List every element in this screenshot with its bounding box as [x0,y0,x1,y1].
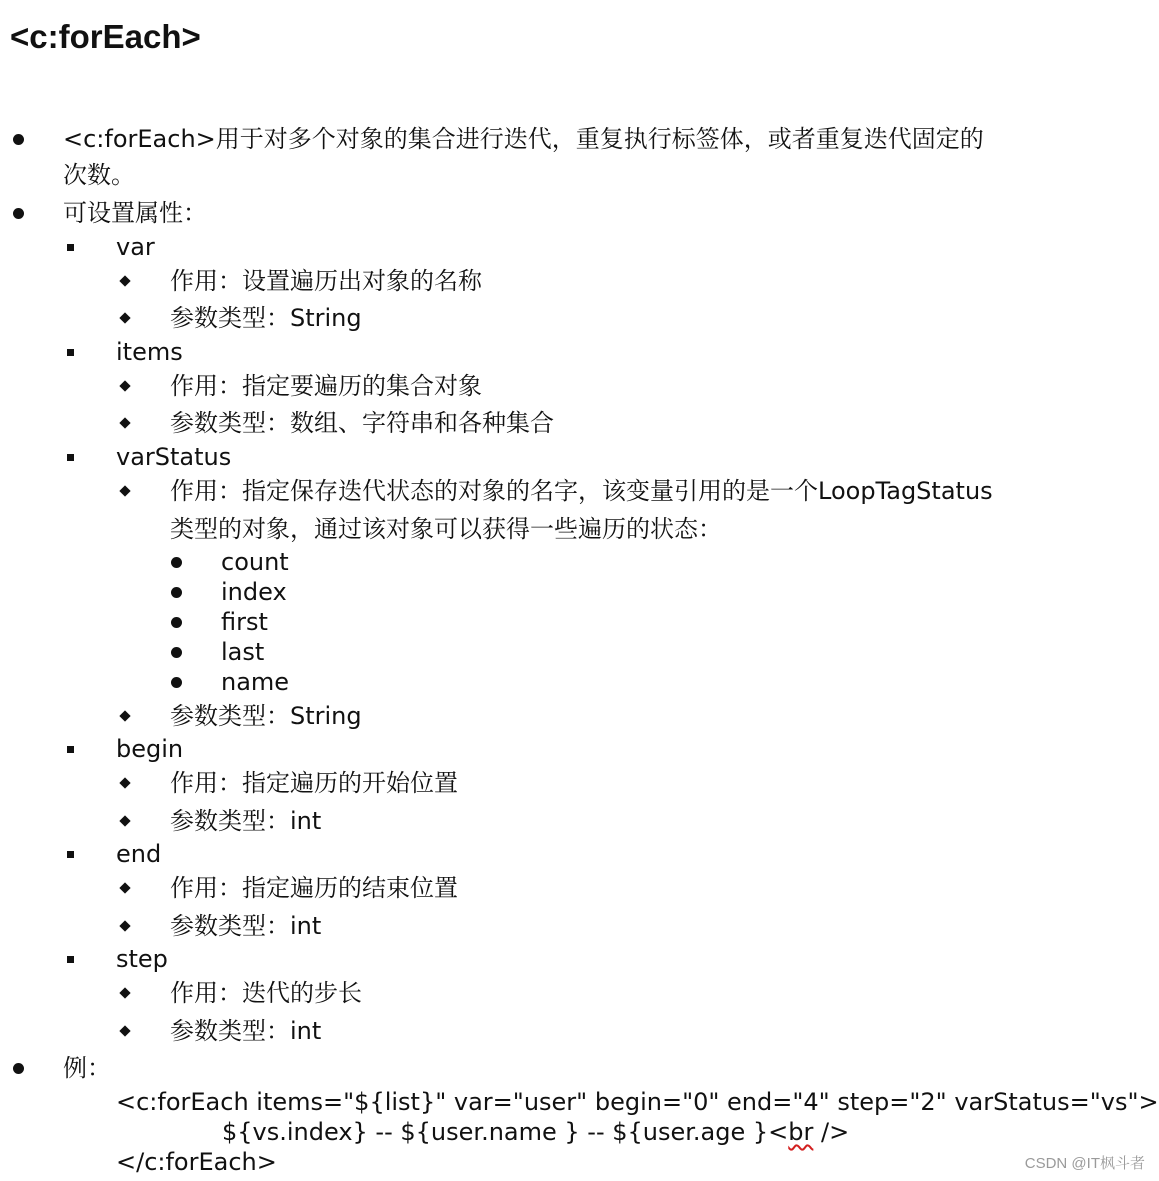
bullet-square [67,349,74,356]
status-prop: name [221,668,290,696]
bullet-diamond [119,1025,130,1036]
attr-step-type: 参数类型：int [170,1017,322,1045]
status-prop: index [221,578,287,606]
bullet-diamond [119,920,130,931]
attr-items-purpose: 作用：指定要遍历的集合对象 [170,372,482,400]
attr-items-name: items [116,338,183,366]
bullet-dot [13,1063,24,1074]
bullet-dot [171,617,182,628]
bullet-diamond [119,882,130,893]
spellcheck-underlined-word: br [788,1118,814,1146]
bullet-diamond [119,417,130,428]
example-code-fragment: ${vs.index} -- ${user.name } -- ${user.age }< [222,1118,789,1146]
attr-begin-purpose: 作用：指定遍历的开始位置 [170,769,458,797]
example-heading: 例： [63,1054,111,1082]
bullet-diamond [119,380,130,391]
bullet-dot [171,677,182,688]
attr-var-purpose: 作用：设置遍历出对象的名称 [170,267,482,295]
attr-varstatus-purpose-1: 作用：指定保存迭代状态的对象的名字，该变量引用的是一个LoopTagStatus [170,477,993,505]
bullet-diamond [119,275,130,286]
bullet-square [67,956,74,963]
attr-step-purpose: 作用：迭代的步长 [170,979,362,1007]
bullet-square [67,244,74,251]
bullet-diamond [119,815,130,826]
bullet-dot [171,557,182,568]
example-code-line-3: </c:forEach> [116,1148,277,1176]
bullet-square [67,454,74,461]
status-prop: first [221,608,268,636]
bullet-diamond [119,485,130,496]
attributes-heading: 可设置属性： [63,199,207,227]
bullet-dot [13,208,24,219]
bullet-diamond [119,777,130,788]
bullet-dot [171,587,182,598]
intro-line-2: 次数。 [63,161,135,189]
bullet-dot [13,134,24,145]
attr-var-name: var [116,233,155,261]
attr-begin-name: begin [116,735,184,763]
example-code-line-1: <c:forEach items="${list}" var="user" begin="0" end="4" step="2" varStatus="vs"> [116,1088,1159,1116]
intro-line-1: <c:forEach>用于对多个对象的集合进行迭代，重复执行标签体，或者重复迭代固定的 [63,125,984,153]
attr-end-type: 参数类型：int [170,912,322,940]
attr-var-type: 参数类型：String [170,304,362,332]
attr-varstatus-purpose-2: 类型的对象，通过该对象可以获得一些遍历的状态： [170,515,722,543]
bullet-diamond [119,710,130,721]
example-code-fragment: /> [813,1118,850,1146]
example-code-line-2 [222,1117,849,1147]
attr-end-purpose: 作用：指定遍历的结束位置 [170,874,458,902]
bullet-dot [171,647,182,658]
attr-items-type: 参数类型：数组、字符串和各种集合 [170,409,554,437]
bullet-square [67,851,74,858]
bullet-diamond [119,987,130,998]
status-prop: count [221,548,289,576]
bullet-square [67,746,74,753]
attr-begin-type: 参数类型：int [170,807,322,835]
attr-end-name: end [116,840,162,868]
page-title: <c:forEach> [10,18,201,55]
attr-varstatus-type: 参数类型：String [170,702,362,730]
status-prop: last [221,638,265,666]
attr-varstatus-name: varStatus [116,443,232,471]
bullet-diamond [119,312,130,323]
attr-step-name: step [116,945,168,973]
watermark: CSDN @IT枫斗者 [1024,1155,1145,1172]
